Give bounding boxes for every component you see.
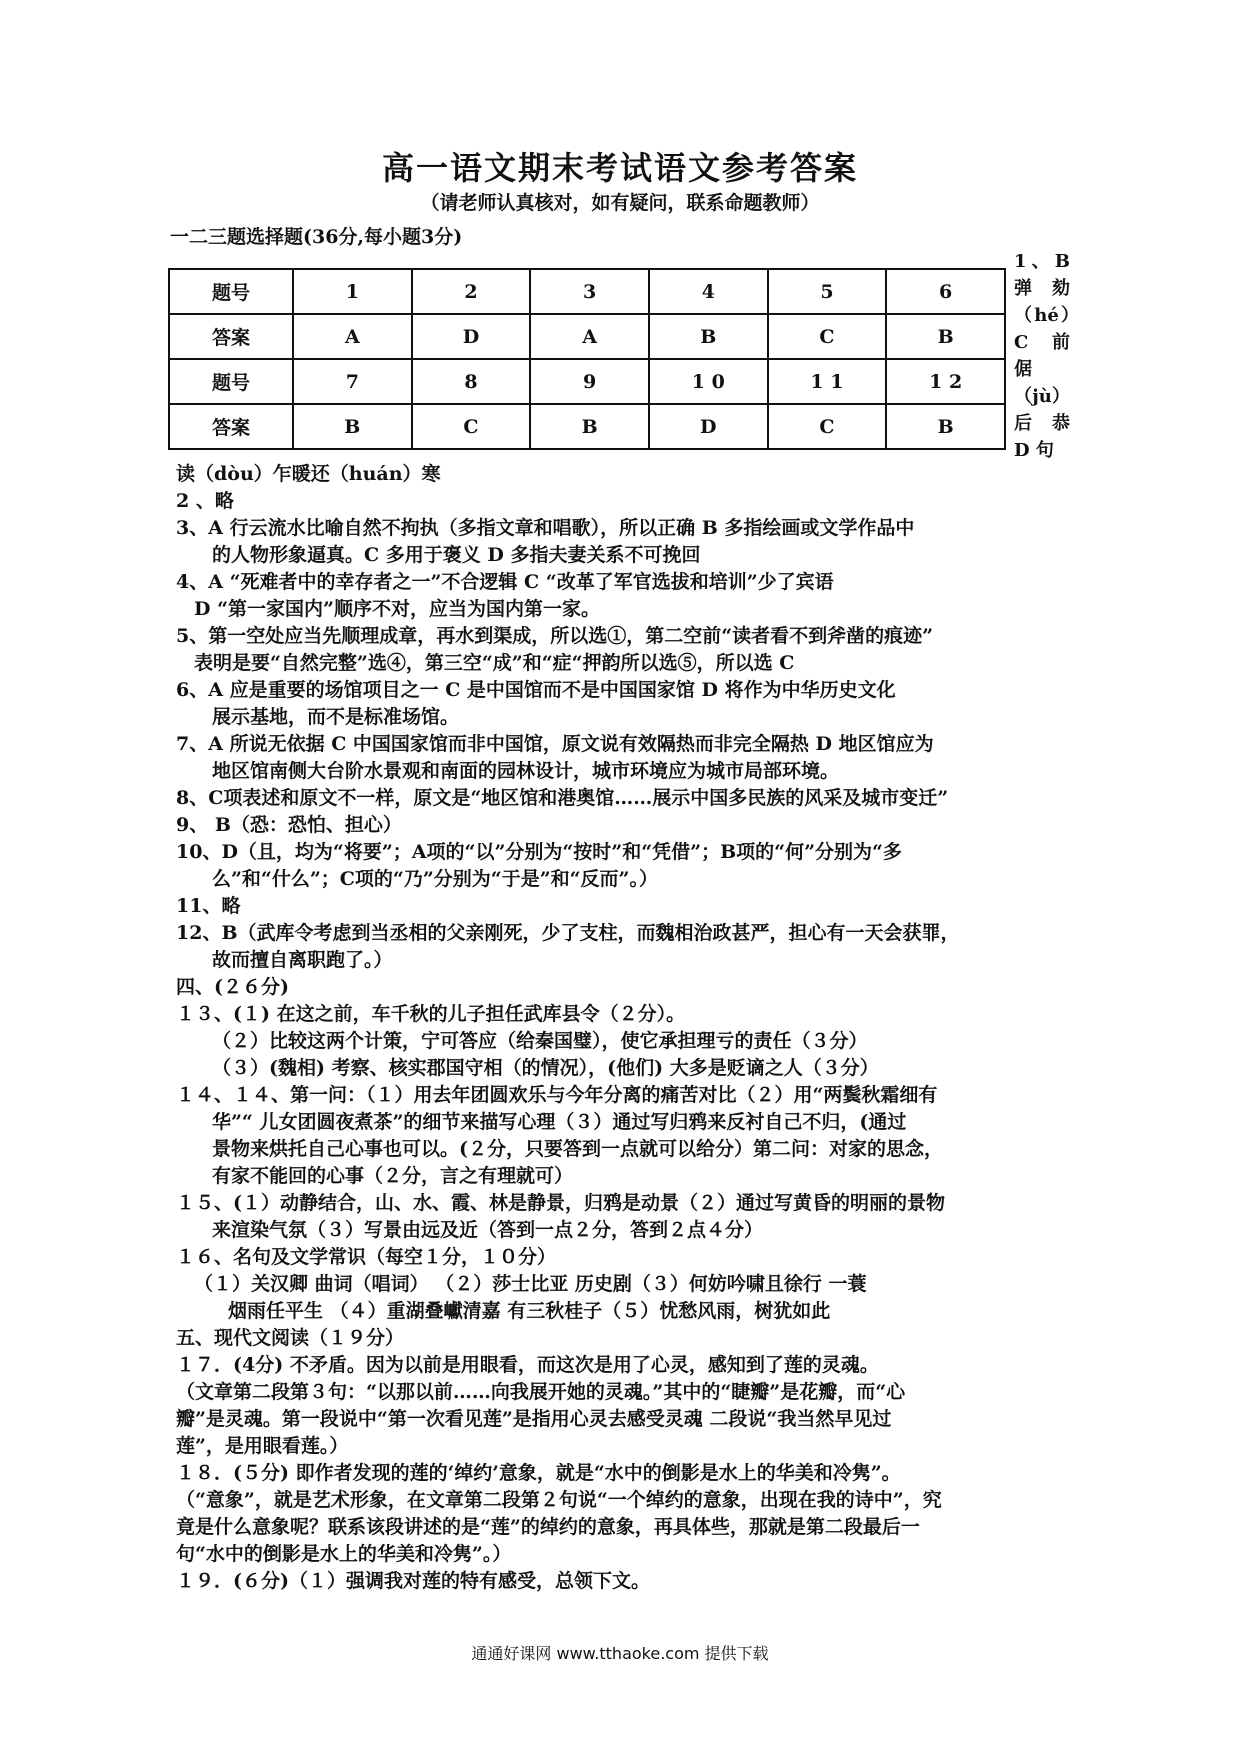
- text-line: 3、A 行云流水比喻自然不拘执（多指文章和唱歌），所以正确 B 多指绘画或文学作品中: [176, 517, 915, 539]
- text-line: 6、A 应是重要的场馆项目之一 C 是中国馆而不是中国国家馆 D 将作为中华历史文化: [176, 679, 896, 701]
- text-line: １９．(６分)（１）强调我对莲的特有感受，总领下文。: [176, 1570, 650, 1592]
- text-line: 表明是要“自然完整”选④，第三空“成”和“症“押韵所以选⑤，所以选 C: [194, 652, 795, 674]
- table-cell: B: [649, 314, 768, 359]
- table-row: [169, 359, 1005, 404]
- text-line: 7、A 所说无依据 C 中国国家馆而非中国馆，原文说有效隔热而非完全隔热 D 地区馆应为: [176, 733, 934, 755]
- text-line: 故而擅自离职跑了。）: [212, 949, 393, 971]
- table-cell: A: [293, 314, 412, 359]
- text-line: 么”和“什么”；C项的“乃”分别为“于是”和“反而”。）: [212, 868, 658, 890]
- text-line: 有家不能回的心事（２分，言之有理就可）: [212, 1165, 574, 1187]
- text-line: 5、第一空处应当先顺理成章，再水到渠成，所以选①，第二空前“读者看不到斧凿的痕迹”: [176, 625, 934, 647]
- table-cell: B: [530, 404, 649, 449]
- text-line: 8、C项表述和原文不一样，原文是“地区馆和港奥馆……展示中国多民族的风采及城市变迁”: [176, 787, 949, 809]
- table-cell: 1 2: [886, 359, 1005, 404]
- table-cell: 6: [886, 269, 1005, 314]
- text-line: １７．(4分) 不矛盾。因为以前是用眼看，而这次是用了心灵，感知到了莲的灵魂。: [176, 1354, 879, 1376]
- table-cell: 1 0: [649, 359, 768, 404]
- table-cell: 3: [530, 269, 649, 314]
- table-cell: 8: [412, 359, 531, 404]
- table-cell: 7: [293, 359, 412, 404]
- text-line: 11、略: [176, 895, 241, 917]
- table-cell: 5: [768, 269, 887, 314]
- table-row: [169, 269, 1005, 314]
- table-cell: B: [886, 404, 1005, 449]
- answer-table: [168, 268, 1006, 450]
- text-line: 四、(２６分): [176, 976, 289, 998]
- text-line: （２）比较这两个计策，宁可答应（给秦国璧），使它承担理亏的责任（３分）: [212, 1030, 868, 1052]
- table-row: [169, 404, 1005, 449]
- table-cell: B: [293, 404, 412, 449]
- table-cell: 题号: [169, 269, 293, 314]
- text-line: １８．(５分) 即作者发现的莲的‘绰约’意象，就是“水中的倒影是水上的华美和冷隽”。: [176, 1462, 901, 1484]
- text-line: 竟是什么意象呢？联系该段讲述的是“莲”的绰约的意象，再具体些，那就是第二段最后一: [176, 1516, 920, 1538]
- table-cell: 2: [412, 269, 531, 314]
- text-line: D “第一家国内”顺序不对，应当为国内第一家。: [194, 598, 600, 620]
- text-line: 的人物形象逼真。C 多用于褒义 D 多指夫妻关系不可挽回: [212, 544, 701, 566]
- text-line: 景物来烘托自己心事也可以。(２分，只要答到一点就可以给分）第二问：对家的思念，: [212, 1138, 943, 1160]
- text-line: 来渲染气氛（３）写景由远及近（答到一点２分，答到２点４分）: [212, 1219, 764, 1241]
- table-cell: 4: [649, 269, 768, 314]
- table-cell: 答案: [169, 404, 293, 449]
- text-line: 五、现代文阅读（１９分）: [176, 1327, 405, 1349]
- text-line: 瓣”是灵魂。第一段说中“第一次看见莲”是指用心灵去感受灵魂 二段说“我当然早见过: [176, 1408, 892, 1430]
- page-subtitle: （请老师认真核对，如有疑问，联系命题教师）: [420, 192, 820, 214]
- table-cell: 1: [293, 269, 412, 314]
- text-line: １３、(１) 在这之前，车千秋的儿子担任武库县令（２分）。: [176, 1003, 686, 1025]
- text-line: 华”“ 儿女团圆夜煮茶”的细节来描写心理（３）通过写归鸦来反衬自己不归，(通过: [212, 1111, 907, 1133]
- text-line: 4、A “死难者中的幸存者之一”不合逻辑 C “改革了军官选拔和培训”少了宾语: [176, 571, 834, 593]
- table-cell: 答案: [169, 314, 293, 359]
- table-cell: 1 1: [768, 359, 887, 404]
- page-title: 高一语文期末考试语文参考答案: [381, 149, 858, 187]
- table-cell: D: [649, 404, 768, 449]
- text-line: 2 、略: [176, 490, 234, 512]
- text-line: 展示基地，而不是标准场馆。: [212, 706, 460, 728]
- text-line: １６、名句及文学常识（每空１分，１０分）: [176, 1246, 557, 1268]
- table-cell: 题号: [169, 359, 293, 404]
- text-line: （文章第二段第３句：“以那以前……向我展开她的灵魂。”其中的“睫瓣”是花瓣，而“心: [176, 1381, 906, 1403]
- text-line: １４、１４、第一问：（１）用去年团圆欢乐与今年分离的痛苦对比（２）用“两鬓秋霜细有: [176, 1084, 938, 1106]
- table-cell: C: [768, 404, 887, 449]
- text-line: （“意象”，就是艺术形象，在文章第二段第２句说“一个绰约的意象，出现在我的诗中”，究: [176, 1489, 942, 1511]
- table-cell: D: [412, 314, 531, 359]
- text-line: （３）(魏相) 考察、核实郡国守相（的情况），(他们) 大多是贬谪之人（３分）: [212, 1057, 879, 1079]
- table-row: [169, 314, 1005, 359]
- footer-download-note: 通通好课网 www.tthaoke.com 提供下载: [471, 1644, 769, 1663]
- text-line: １５、(１）动静结合，山、水、霞、林是静景，归鸦是动景（２）通过写黄昏的明丽的景物: [176, 1192, 945, 1214]
- answer-note-1: 1、B 弹劾（hé）C 前倨（jù）后恭 D 句: [1014, 251, 1070, 461]
- table-cell: C: [768, 314, 887, 359]
- text-line: 12、B（武库令考虑到当丞相的父亲刚死，少了支柱，而魏相治政甚严，担心有一天会获罪，: [176, 922, 960, 944]
- table-cell: A: [530, 314, 649, 359]
- text-line: 地区馆南侧大台阶水景观和南面的园林设计，城市环境应为城市局部环境。: [212, 760, 840, 782]
- answer-body: [176, 461, 1076, 1595]
- table-cell: C: [412, 404, 531, 449]
- table-cell: B: [886, 314, 1005, 359]
- text-line: 句“水中的倒影是水上的华美和冷隽”。）: [176, 1543, 512, 1565]
- text-line: 莲”，是用眼看莲。）: [176, 1435, 349, 1457]
- text-line: （１）关汉卿 曲词（唱词） （２）莎士比亚 历史剧（３）何妨吟啸且徐行 一蓑: [194, 1273, 867, 1295]
- text-line: 10、D（且，均为“将要”；A项的“以”分别为“按时”和“凭借”；B项的“何”分别为“多: [176, 841, 902, 863]
- table-cell: 9: [530, 359, 649, 404]
- section-header-choice: 一二三题选择题(36分,每小题3分): [170, 226, 463, 248]
- text-line: 9、 B（恐：恐怕、担心）: [176, 814, 402, 836]
- text-line: 烟雨任平生 （４）重湖叠巘清嘉 有三秋桂子（５）忧愁风雨，树犹如此: [228, 1300, 831, 1322]
- text-line: 读（dòu）乍暖还（huán）寒: [176, 463, 441, 485]
